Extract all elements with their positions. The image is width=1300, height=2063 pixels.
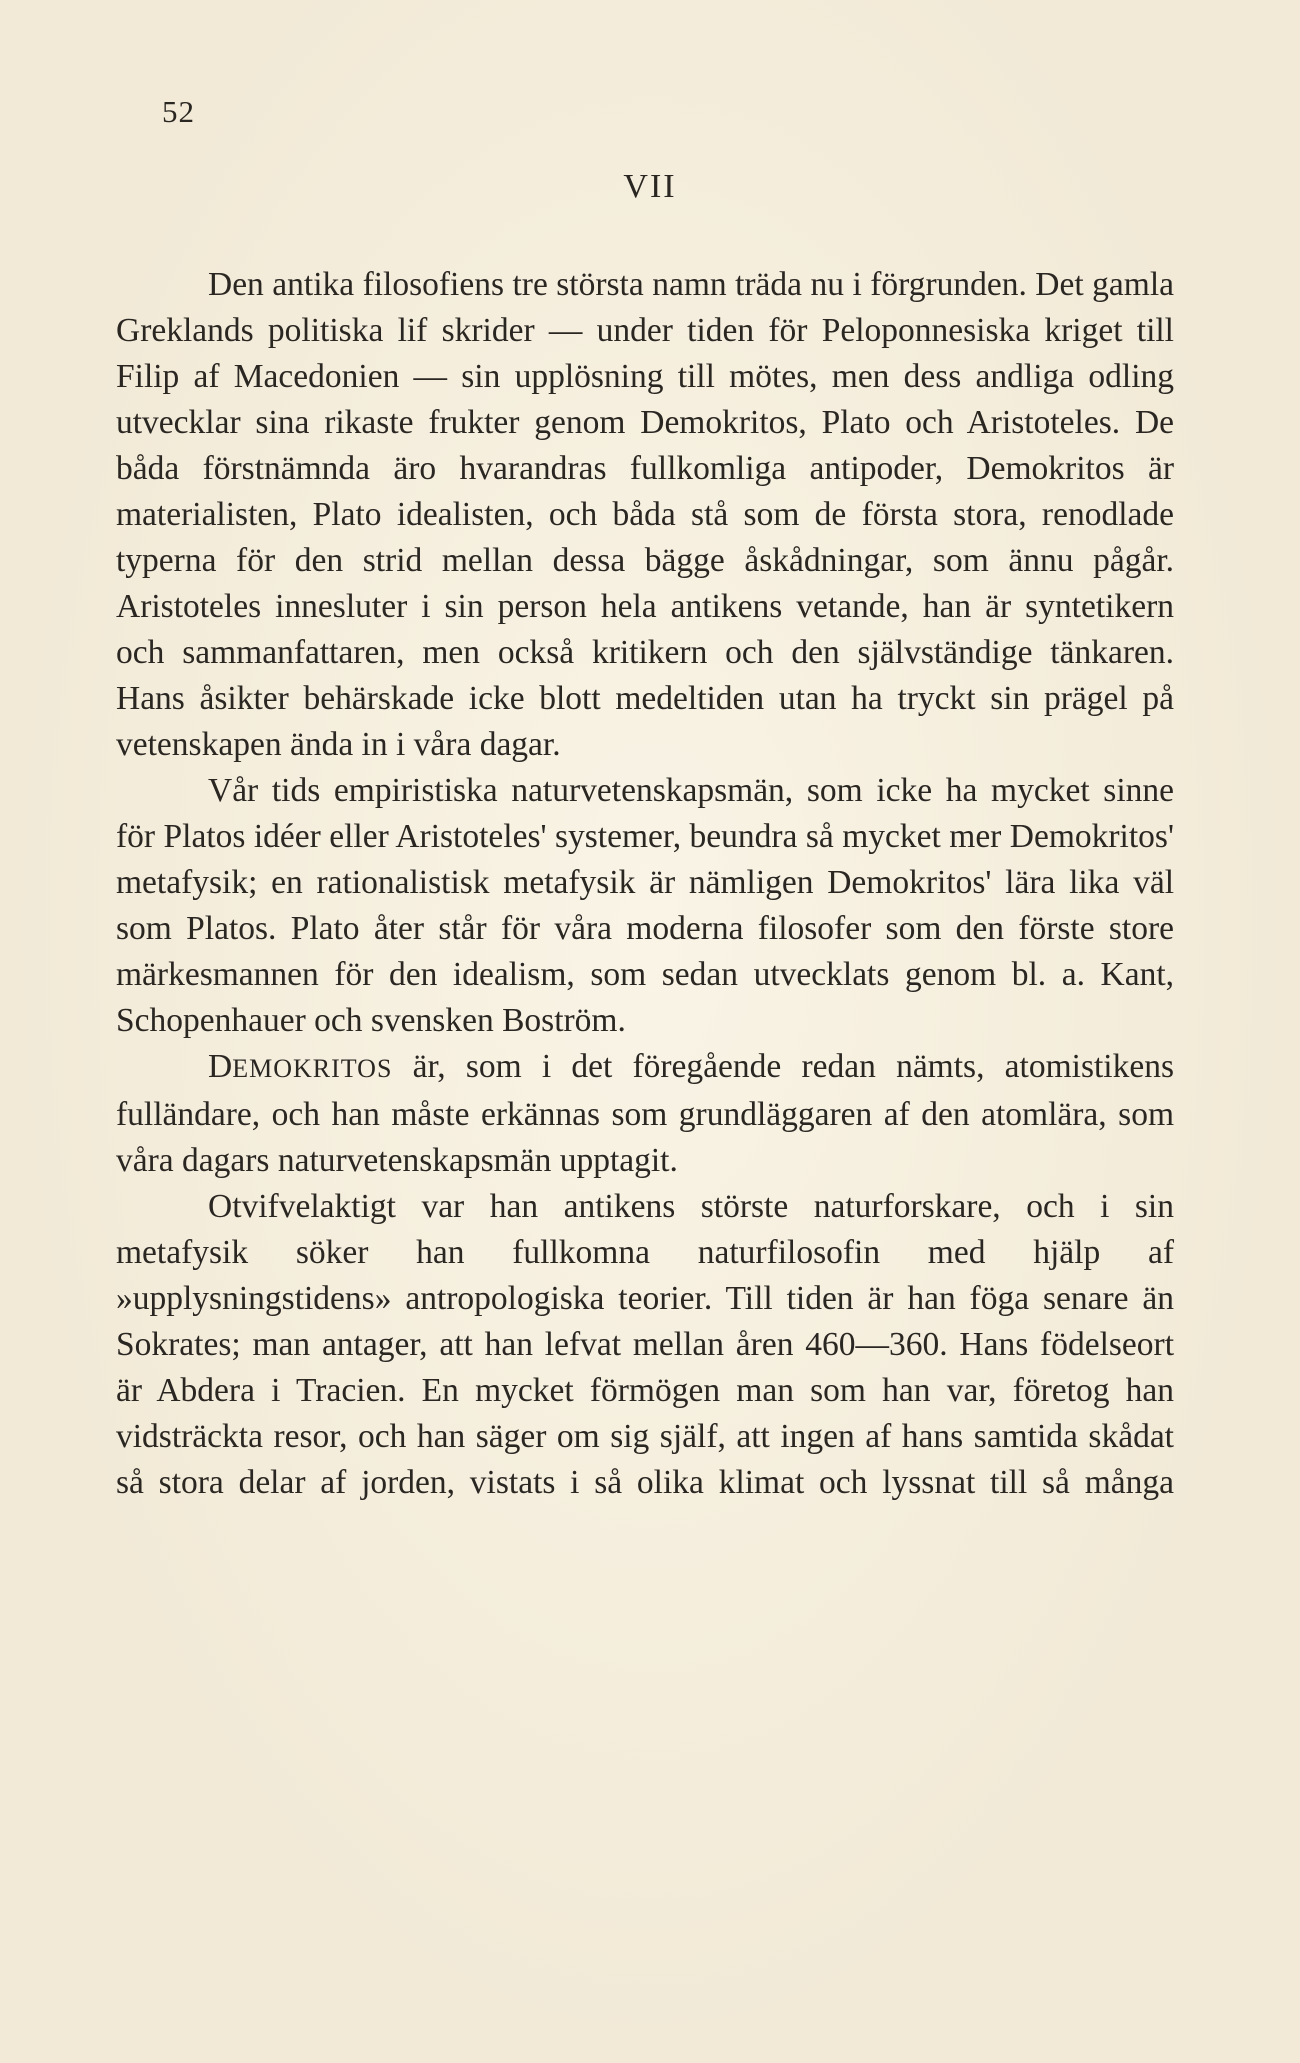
paragraph: [116, 768, 1174, 1044]
paragraph-text: Otvifvelaktigt var han antikens störste naturforskare, och i sin metafysik söker han fullkomna naturfilosofin med hjälp af »upplysningstidens» antropologiska teorier. Till tiden är han föga senare än Sokrates; man antager, att han lefvat mellan åren 460—360. Hans födelseort är Abdera i Tracien. En mycket förmögen man som han var, företog han vidsträckta resor, och han säger om sig själf, att ingen af hans samtida skådat så stora delar af jorden, vistats i så olika klimat och lyssnat till så många: [116, 1188, 1174, 1501]
paragraph-text: är, som i det föregående redan nämts, atomistikens fulländare, och han måste erkännas som grundläggaren af den atomlära, som våra dagars naturvetenskapsmän upptagit.: [116, 1048, 1174, 1179]
small-caps-initial: D: [208, 1048, 233, 1085]
small-caps-name: EMOKRITOS: [232, 1054, 393, 1083]
paragraph: [116, 262, 1174, 768]
paragraph-text: Vår tids empiristiska naturvetenskapsmän, som icke ha mycket sinne för Platos idéer eller Aristoteles' systemer, beundra så mycket mer Demokritos' metafysik; en rationalistisk metafysik är nämligen Demokritos' lära lika väl som Platos. Plato åter står för våra moderna filosofer som den förste store märkesmannen för den idealism, som sedan utvecklats genom bl. a. Kant, Schopenhauer och svensken Boström.: [116, 772, 1174, 1039]
paragraph-text: Den antika filosofiens tre största namn träda nu i förgrunden. Det gamla Greklands politiska lif skrider — under tiden för Peloponnesiska kriget till Filip af Macedonien — sin upplösning till mötes, men dess andliga odling utvecklar sina rikaste frukter genom Demokritos, Plato och Aristoteles. De båda förstnämnda äro hvarandras fullkomliga antipoder, Demokritos är materialisten, Plato idealisten, och båda stå som de första stora, renodlade typerna för den strid mellan dessa bägge åskådningar, som ännu pågår. Aristoteles innesluter i sin person hela antikens vetande, han är syntetikern och sammanfattaren, men också kritikern och den självständige tänkaren. Hans åsikter behärskade icke blott medeltiden utan ha tryckt sin prägel på vetenskapen ända in i våra dagar.: [116, 266, 1174, 763]
chapter-heading: VII: [623, 168, 677, 205]
paragraph: [116, 1044, 1174, 1184]
page-number: 52: [162, 94, 195, 129]
paragraph: [116, 1184, 1174, 1506]
body-text: [116, 262, 1174, 1506]
